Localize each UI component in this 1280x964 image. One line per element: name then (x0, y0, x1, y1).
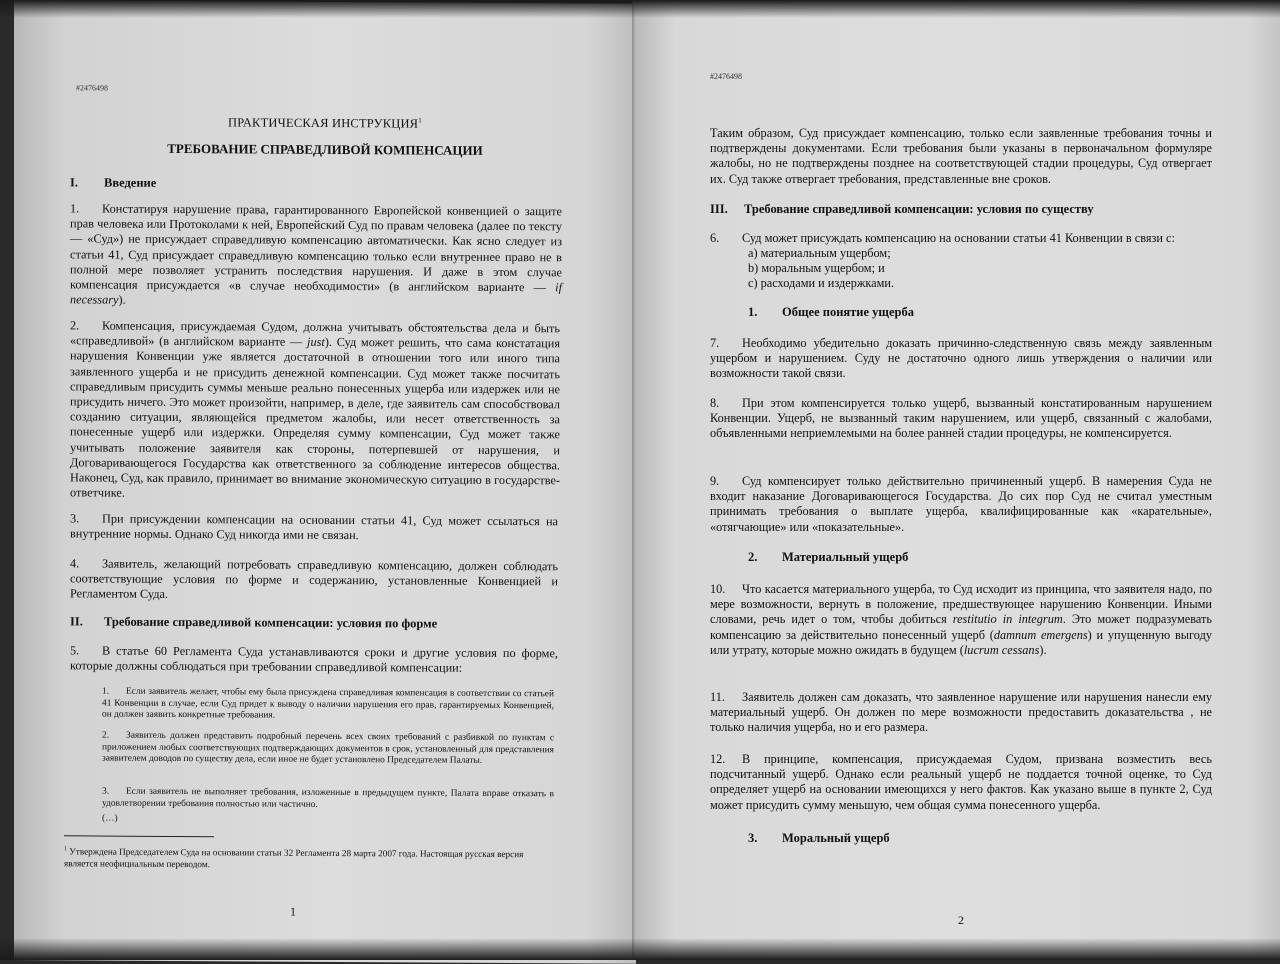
section-heading-1: I. Введение (70, 175, 157, 190)
section-heading-3: III. Требование справедливой компенсации: условия по существу (710, 202, 1094, 216)
damage-list (748, 246, 894, 292)
rule-ellipsis: (…) (102, 813, 118, 824)
page-number: 1 (290, 904, 296, 919)
photo-shadow-top (0, 0, 1280, 18)
paragraph-11: 11. Заявитель должен сам доказать, что заявленное нарушение или нарушения нанесли ему материальный ущерб. Он должен по мере возможности предоставить доказательства , не только наличия ущерба, но и его размера. (710, 690, 1212, 735)
paragraph-12: 12. В принципе, компенсация, присуждаемая Судом, призвана возместить весь подсчитанный ущерб. Однако если реальный ущерб не поддается точной оценке, то Суд определяет ущерб на основании имеющихся у него фактов. Как указано выше в пункте 2, Суд может присудить сумму меньшую, чем общая сумма понесенного ущерба. (710, 752, 1212, 812)
page-number: 2 (958, 913, 964, 927)
paragraph-9: 9. Суд компенсирует только действительно причиненный ущерб. В намерения Суда не входит наказание Договаривающегося Государства. До сих пор Суд не считал уместным принимать требования о выплате ущерба, квалифицированные как «карательные», «отягчающие» или «показательные». (710, 474, 1212, 534)
paragraph-continued: Таким образом, Суд присуждает компенсацию, только если заявленные требования точны и подтверждены документами. Если требования были указаны в первоначальном формуляре жалобы, но не подтверждены позднее на соответствующей стадии процедуры, Суд отвергает их. Суд также отвергает требования, представленные вне сроков. (710, 126, 1212, 186)
paragraph-1: 1. Констатируя нарушение права, гарантированного Европейской конвенцией о защите прав человека или Протоколами к ней, Европейский Суд по правам человека (далее по тексту — «Суд») не присуждает справедливую компенсацию автоматически. Как ясно следует из статьи 41, Суд присуждает справедливую компенсацию только если внутреннее право не в полной мере позволяет устранить последствия нарушения. И даже в этом случае компенсация присуждается «в случае необходимости» (в английском варианте — if necessary). (70, 201, 562, 307)
paragraph-7: 7. Необходимо убедительно доказать причинно-следственную связь между заявленным ущербом и нарушением. Суду не достаточно одного лишь утверждения о наличии или возможности такой связи. (710, 336, 1212, 381)
section-heading-2: II. Требование справедливой компенсации: условия по форме (70, 614, 438, 631)
footnote-marker: 1 (418, 116, 422, 125)
subsection-heading-3: 3. Моральный ущерб (748, 831, 890, 845)
rule-item-3: 3. Если заявитель не выполняет требования, изложенные в предыдущем пункте, Палата вправе отказать в удовлетворении требования полностью или частично. (102, 786, 554, 810)
paragraph-3: 3. При присуждении компенсации на основании статьи 41, Суд может ссылаться на внутренние нормы. Однако Суд никогда ими не связан. (70, 511, 558, 543)
paragraph-4: 4. Заявитель, желающий потребовать справедливую компенсацию, должен соблюдать соответствующие условия по форме и содержанию, установленные Конвенцией и Регламентом Суда. (70, 556, 558, 602)
paragraph-2: 2. Компенсация, присуждаемая Судом, должна учитывать обстоятельства дела и быть «справедливой» (в английском варианте — just). Суд может решить, что сама констатация нарушения Конвенции уже является достаточной в отношении того или иного типа заявленного ущерба и не присудить денежной компенсации. Суд может также посчитать справедливым присудить суммы меньше реально понесенных ущерба или издержек или не присудить ничего. Это может произойти, например, в деле, где заявитель сам способствовал созданию ситуации, являющейся предметом жалобы, или несет ответственность за понесенные ущерб или издержки. Определяя сумму компенсации, Суд может также учитывать положение заявителя как стороны, потерпевшей от нарушения, и Договаривающегося Государства как ответственного за соблюдение интересов общества. Наконец, Суд, как правило, принимает во внимание экономическую ситуацию в государстве-ответчике. (70, 318, 560, 500)
list-item: a) материальным ущербом; (748, 246, 891, 260)
instruction-title: ПРАКТИЧЕСКАЯ ИНСТРУКЦИЯ$^1$ (228, 115, 422, 131)
rule-item-1: 1. Если заявитель желает, чтобы ему была присуждена справедливая компенсация в соответствии со статьей 41 Конвенции в случае, если Суд придет к выводу о наличии нарушения его прав, гарантируемых Конвенцией, он должен заявить конкретные требования. (102, 686, 554, 721)
paragraph-10: 10. Что касается материального ущерба, то Суд исходит из принципа, что заявителя надо, по мере возможности, вернуть в положение, предшествующее нарушению Конвенции. Иными словами, речь идет о том, чтобы добиться restitutio in integrum. Это может подразумевать компенсацию за действительно понесенный ущерб (damnum emergens) и упущенную выгоду или утрату, которые можно ожидать в будущем (lucrum cessans). (710, 582, 1212, 657)
rule-item-2: 2. Заявитель должен представить подробный перечень всех своих требований с разбивкой по пунктам с приложением любых соответствующих подтверждающих документов в срок, установленный для представления заявителем доводов по существу дела, если иное не будет установлено Председателем Палаты. (102, 730, 554, 767)
left-page (14, 0, 636, 964)
doc-id: #2476498 (710, 72, 742, 81)
paragraph-5: 5. В статье 60 Регламента Суда устанавливаются сроки и другие условия по форме, которые должны соблюдаться при требовании справедливой компенсации: (70, 643, 558, 675)
paragraph-8: 8. При этом компенсируется только ущерб, вызванный констатированным нарушением Конвенции. Ущерб, не вызванный таким нарушением, или ущерб, связанный с жалобами, объявленными неприемлемыми на более ранней стадии процедуры, не компенсируется. (710, 396, 1212, 441)
doc-id: #2476498 (76, 83, 108, 93)
document-title: ТРЕБОВАНИЕ СПРАВЕДЛИВОЙ КОМПЕНСАЦИИ (167, 140, 483, 158)
list-item: c) расходами и издержками. (748, 276, 895, 291)
footnote: $^1$ Утверждена Председателем Суда на основании статьи 32 Регламента 28 марта 2007 года. Настоящая русская версия является неофициальным переводом. (64, 846, 524, 870)
photo-shadow-bottom (0, 938, 1280, 960)
footnote-divider (64, 835, 214, 837)
right-page (636, 0, 1280, 960)
paragraph-6: 6. Суд может присуждать компенсацию на основании статьи 41 Конвенции в связи с: (710, 231, 1175, 245)
subsection-heading-2: 2. Материальный ущерб (748, 550, 909, 564)
subsection-heading-1: 1. Общее понятие ущерба (748, 305, 914, 319)
list-item: b) моральным ущербом; и (748, 261, 885, 276)
